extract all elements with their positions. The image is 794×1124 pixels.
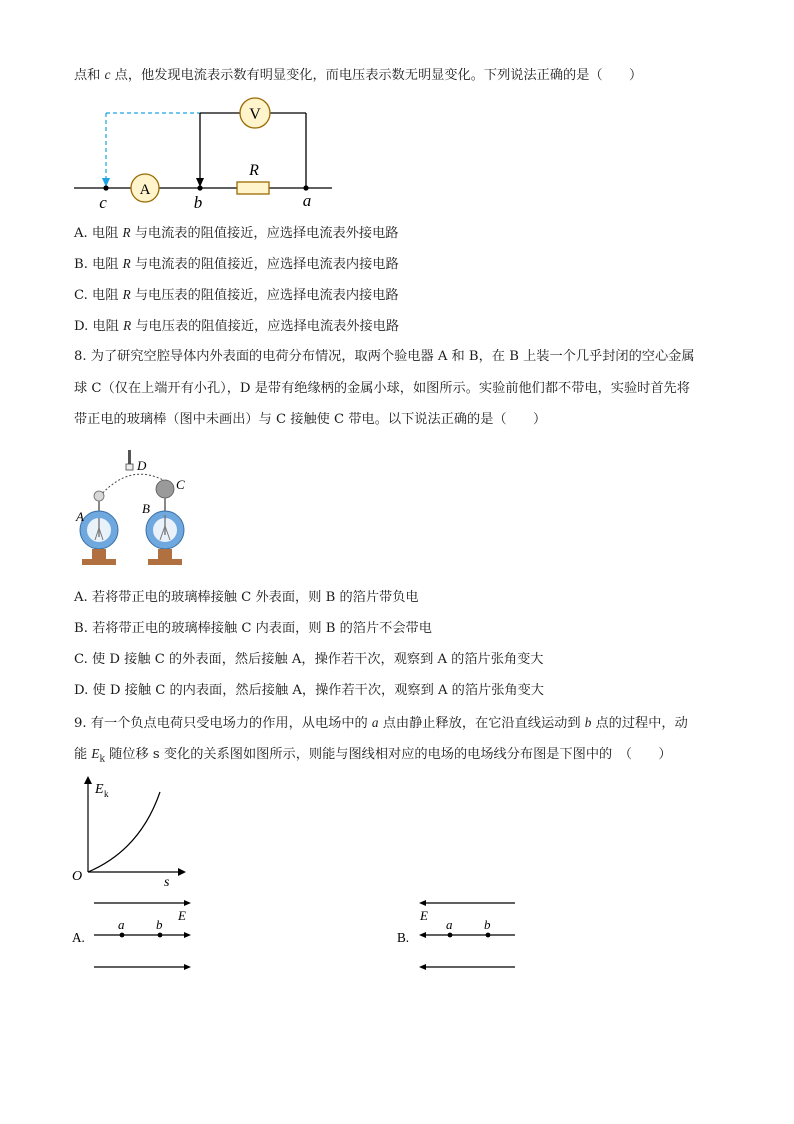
opt-b-point-a [448,933,453,938]
q8-option-d: D. 使 D 接触 C 的内表面，然后接触 A，操作若干次，观察到 A 的箔片张角变大 [74,683,544,698]
q9-stem-1-mid: 点由静止释放，在它沿直线运动到 [378,716,585,731]
opt-b-arrow-mid [419,932,426,938]
label-C: C [176,477,185,492]
graph-y-arrow [84,776,92,784]
q9-stem-1-post: 点的过程中，动 [591,716,688,731]
graph-origin-O: O [72,869,83,884]
label-b: b [193,193,203,212]
q7-option-b-var: R [122,256,131,271]
opt-a-arrow-top [184,900,191,906]
opt-a-label-a: a [118,917,125,932]
label-c: c [99,193,107,212]
q9-stem-2-E: E [91,746,100,761]
opt-b-point-b [486,933,491,938]
q8-stem-line-2: 球 C（仅在上端开有小孔），D 是带有绝缘柄的金属小球，如图所示。实验前他们都不带电，实验时首先将 [74,381,690,396]
q8-stem-line-1: 8. 为了研究空腔导体内外表面的电荷分布情况，取两个验电器 A 和 B，在 B 上装一个几乎封闭的空心金属 [74,349,695,364]
opt-b-label-b: b [484,917,491,932]
q9-stem-2-k: k [99,754,105,765]
q9-stem-2-post: 随位移 s 变化的关系图如图所示，则能与图线相对应的电场的电场线分布图是下图中的 （ ） [104,747,672,762]
q9-stem-1-pre: 9. 有一个负点电荷只受电场力的作用，从电场中的 [74,716,372,731]
label-D: D [137,458,147,473]
label-A: A [76,509,84,524]
q7-option-b-pre: B. 电阻 [74,257,123,272]
q9-stem-1-a: a [371,715,379,730]
q9-option-a-letter: A. [72,930,85,945]
opt-a-point-b [158,933,163,938]
q8-option-a: A. 若将带正电的玻璃棒接触 C 外表面，则 B 的箔片带负电 [74,590,419,605]
q7-option-c-post: 与电压表的阻值接近，应选择电流表内接电路 [130,288,399,303]
graph-ylabel-k: k [104,789,109,799]
graph-ylabel-E: E [95,782,104,797]
graph-curve [88,792,160,872]
q7-option-a-var: R [122,225,131,240]
label-a: a [302,191,312,210]
q7-option-a-pre: A. 电阻 [74,226,123,241]
q7-intro-point-c: c [104,67,111,82]
q8-option-b: B. 若将带正电的玻璃棒接触 C 内表面，则 B 的箔片不会带电 [74,621,432,636]
resistor-label: R [249,162,259,179]
q9-stem-1-b: b [584,715,592,730]
ammeter-label: A [139,182,151,198]
opt-a-arrow-mid [184,932,191,938]
q7-option-c-pre: C. 电阻 [74,288,123,303]
q9-stem-2-pre: 能 [74,747,92,762]
q7-option-d-post: 与电压表的阻值接近，应选择电流表外接电路 [131,319,400,334]
opt-a-label-E: E [178,908,186,923]
q7-option-a-post: 与电流表的阻值接近，应选择电流表外接电路 [130,226,399,241]
opt-a-point-a [120,933,125,938]
q9-option-b-letter: B. [397,930,410,945]
q7-option-b-post: 与电流表的阻值接近，应选择电流表内接电路 [130,257,399,272]
label-B: B [142,501,150,516]
voltmeter-label: V [249,106,261,123]
q7-option-d-pre: D. 电阻 [74,319,124,334]
q7-option-d-var: R [123,318,132,333]
graph-xlabel-s: s [164,875,170,890]
q7-intro-text-2: 点，他发现电流表示数有明显变化，而电压表示数无明显变化。下列说法正确的是（ ） [110,68,643,83]
opt-b-arrow-top [419,900,426,906]
q8-stem-line-3: 带正电的玻璃棒（图中未画出）与 C 接触使 C 带电。以下说法正确的是（ ） [74,412,547,427]
opt-a-label-b: b [156,917,163,932]
q7-option-c-var: R [122,287,131,302]
opt-b-arrow-bottom [419,964,426,970]
graph-x-arrow [178,868,186,876]
opt-b-label-E: E [420,908,428,923]
q8-option-c: C. 使 D 接触 C 的外表面，然后接触 A，操作若干次，观察到 A 的箔片张角变大 [74,652,544,667]
opt-b-label-a: a [446,917,453,932]
opt-a-arrow-bottom [184,964,191,970]
q7-intro-text-1: 点和 [74,68,105,83]
